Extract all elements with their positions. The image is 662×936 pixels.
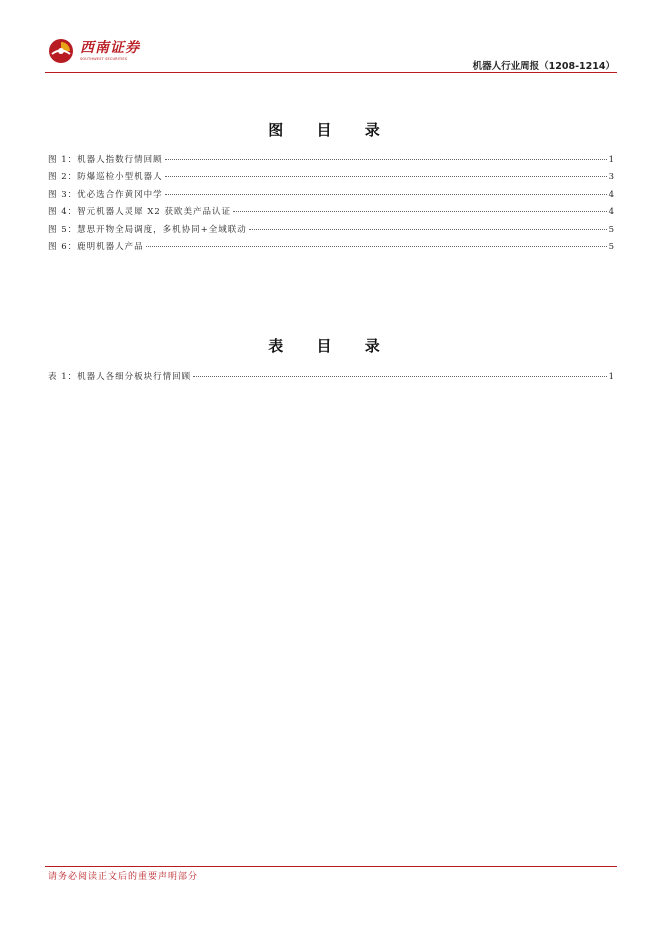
brand-logo [48, 38, 140, 64]
toc-entry-page: 4 [608, 207, 614, 218]
toc-leader-dots [249, 229, 607, 230]
toc-entry[interactable] [48, 370, 614, 387]
brand-name-en: SOUTHWEST SECURITIES [80, 56, 128, 61]
toc-entry-label: 图 4：智元机器人灵犀 X2 获欧美产品认证 [48, 207, 231, 218]
toc-entry-page: 5 [608, 241, 614, 252]
southwest-securities-logo-icon [48, 38, 74, 64]
toc-entry[interactable] [48, 170, 614, 187]
toc-entry[interactable] [48, 153, 614, 170]
header-divider [45, 72, 617, 73]
toc-entry-label: 表 1：机器人各细分板块行情回顾 [48, 372, 192, 382]
toc-leader-dots [165, 176, 607, 177]
report-title: 机器人行业周报（1208-1214） [472, 61, 615, 72]
brand-name [80, 41, 140, 62]
toc-entry-label: 图 6：鹿明机器人产品 [48, 241, 144, 252]
toc-leader-dots [193, 376, 606, 377]
toc-entry-page: 1 [608, 372, 614, 382]
figures-toc-title: 图 目 录 [268, 121, 394, 139]
toc-leader-dots [165, 159, 607, 160]
toc-entry-page: 3 [608, 172, 614, 183]
figures-toc-list [48, 153, 614, 257]
toc-entry[interactable] [48, 240, 614, 257]
toc-entry[interactable] [48, 188, 614, 205]
toc-entry-label: 图 2：防爆巡检小型机器人 [48, 172, 163, 183]
toc-entry-label: 图 3：优必选合作黄冈中学 [48, 189, 163, 200]
page-header [0, 0, 662, 76]
toc-entry-label: 图 1：机器人指数行情回顾 [48, 155, 163, 165]
footer-disclaimer: 请务必阅读正文后的重要声明部分 [48, 872, 199, 882]
toc-leader-dots [146, 246, 607, 247]
toc-entry[interactable] [48, 205, 614, 222]
toc-entry-page: 5 [608, 224, 614, 235]
toc-entry-page: 4 [608, 189, 614, 200]
toc-leader-dots [165, 194, 607, 195]
brand-name-cn: 西南证券 [80, 39, 140, 56]
tables-toc-title: 表 目 录 [268, 337, 394, 355]
toc-entry[interactable] [48, 223, 614, 240]
footer-divider [45, 866, 617, 867]
toc-entry-page: 1 [608, 155, 614, 165]
toc-entry-label: 图 5：慧思开物全局调度，多机协同+全域联动 [48, 224, 247, 235]
tables-toc-list [48, 370, 614, 387]
toc-leader-dots [233, 211, 607, 212]
